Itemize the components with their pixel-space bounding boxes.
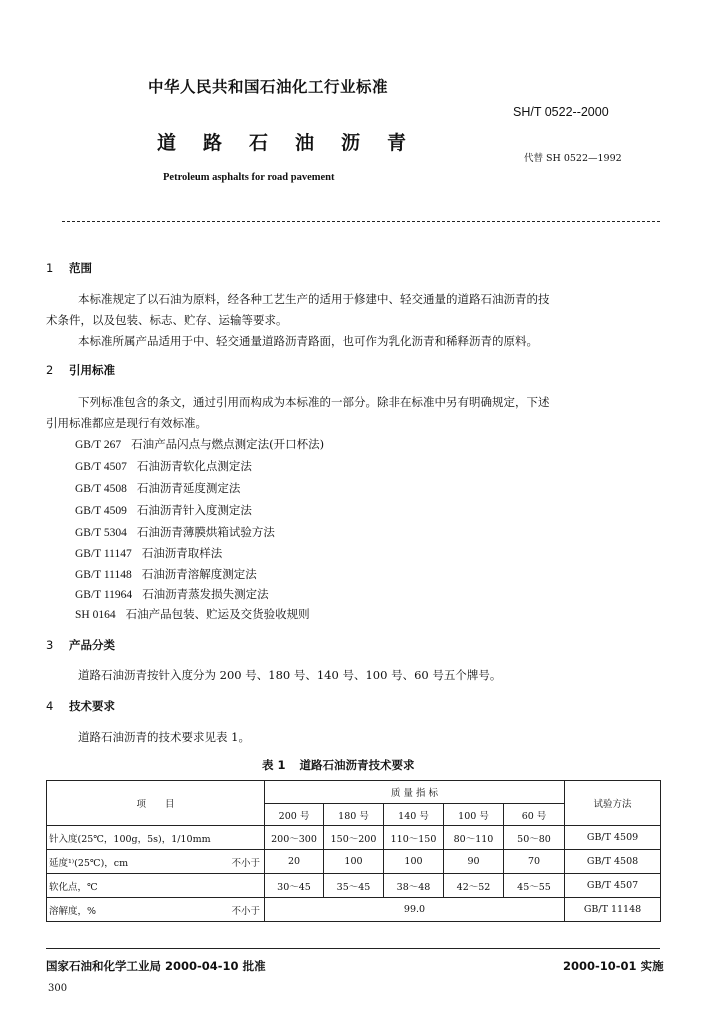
reference-code: GB/T 11964 [75, 589, 133, 601]
method-cell: GB/T 4507 [565, 874, 661, 898]
table-cell: 200～300 [265, 826, 324, 850]
row-limit: 不小于 [231, 857, 260, 869]
replaces-note: 代替 SH 0522—1992 [524, 153, 622, 164]
row-item-cell [47, 898, 265, 922]
standard-code: SH/T 0522--2000 [513, 105, 609, 119]
reference-title: 石油沥青溶解度测定法 [141, 567, 257, 581]
row-item: 溶解度，% [49, 905, 97, 917]
reference-title: 石油产品闪点与燃点测定法(开口杯法) [131, 437, 325, 451]
reference-code: SH 0164 [75, 609, 116, 621]
section-number: 1 [46, 261, 54, 275]
paragraph: 本标准所属产品适用于中、轻交通量道路沥青路面，也可作为乳化沥青和稀释沥青的原料。 [78, 334, 538, 348]
section-title: 技术要求 [69, 699, 115, 713]
grade-header: 180 号 [324, 804, 384, 826]
reference-item [75, 502, 252, 518]
paragraph: 术条件，以及包装、标志、贮存、运输等要求。 [46, 313, 288, 327]
table-cell: 30～45 [265, 874, 324, 898]
table-row [47, 874, 661, 898]
table-cell: 50～80 [504, 826, 565, 850]
table-cell: 150～200 [324, 826, 384, 850]
implementation-date: 2000-10-01 实施 [563, 959, 664, 973]
table-cell: 42～52 [444, 874, 504, 898]
section-title: 引用标准 [69, 363, 115, 377]
method-cell: GB/T 4508 [565, 850, 661, 874]
method-cell: GB/T 4509 [565, 826, 661, 850]
paragraph: 下列标准包含的条文，通过引用而构成为本标准的一部分。除非在标准中另有明确规定，下述 [78, 395, 550, 409]
reference-item [75, 436, 324, 452]
row-limit: 不小于 [231, 905, 260, 917]
issuing-body: 中华人民共和国石油化工行业标准 [148, 78, 389, 96]
reference-code: GB/T 267 [75, 439, 122, 451]
section-1-heading [46, 260, 92, 276]
reference-title: 石油沥青薄膜烘箱试验方法 [136, 525, 275, 539]
reference-code: GB/T 11148 [75, 569, 132, 581]
reference-title: 石油产品包装、贮运及交货验收规则 [125, 607, 310, 621]
grade-header: 100 号 [444, 804, 504, 826]
grade-header: 140 号 [384, 804, 444, 826]
section-number: 2 [46, 363, 54, 377]
reference-code: GB/T 4507 [75, 461, 127, 473]
document-title-english: Petroleum asphalts for road pavement [163, 172, 335, 183]
row-item: 针入度(25℃，100g，5s)，1/10mm [47, 826, 265, 850]
table-cell: 35～45 [324, 874, 384, 898]
reference-item [75, 524, 275, 540]
section-2-heading [46, 362, 115, 378]
table-cell-merged: 99.0 [265, 898, 565, 922]
reference-code: GB/T 5304 [75, 527, 127, 539]
table-row [47, 850, 661, 874]
table-cell: 70 [504, 850, 565, 874]
table-cell: 45～55 [504, 874, 565, 898]
reference-code: GB/T 4508 [75, 483, 127, 495]
table-row [47, 826, 661, 850]
table-title: 道路石油沥青技术要求 [299, 758, 415, 772]
page-number: 300 [48, 983, 68, 994]
reference-item [75, 566, 257, 582]
table-cell: 38～48 [384, 874, 444, 898]
reference-title: 石油沥青取样法 [141, 546, 223, 560]
section-title: 范围 [69, 261, 92, 275]
table-caption [262, 757, 415, 773]
table-cell: 90 [444, 850, 504, 874]
section-title: 产品分类 [69, 638, 115, 652]
reference-item [75, 586, 269, 602]
section-number: 4 [46, 699, 54, 713]
header-item: 项 目 [47, 781, 265, 826]
document-title: 道路石油沥青 [157, 132, 434, 154]
approval-note: 国家石油和化学工业局 2000-04-10 批准 [46, 959, 266, 973]
reference-title: 石油沥青软化点测定法 [136, 459, 252, 473]
spec-table [46, 780, 661, 922]
table-cell: 100 [384, 850, 444, 874]
paragraph: 道路石油沥青的技术要求见表 1。 [78, 730, 250, 744]
reference-code: GB/T 11147 [75, 548, 132, 560]
table-row [47, 898, 661, 922]
method-cell: GB/T 11148 [565, 898, 661, 922]
table-cell: 110～150 [384, 826, 444, 850]
reference-title: 石油沥青蒸发损失测定法 [142, 587, 269, 601]
row-item-cell [47, 850, 265, 874]
section-number: 3 [46, 638, 54, 652]
footer-divider [46, 948, 660, 949]
grade-header: 200 号 [265, 804, 324, 826]
grade-header: 60 号 [504, 804, 565, 826]
row-item: 软化点，℃ [47, 874, 265, 898]
reference-item [75, 545, 222, 561]
reference-item [75, 480, 240, 496]
row-item: 延度¹⁾(25℃)，cm [49, 857, 129, 869]
header-test-method: 试验方法 [565, 781, 661, 826]
table-number: 表 1 [262, 758, 286, 772]
paragraph: 本标准规定了以石油为原料，经各种工艺生产的适用于修建中、轻交通量的道路石油沥青的技 [78, 292, 550, 306]
paragraph: 道路石油沥青按针入度分为 200 号、180 号、140 号、100 号、60 号五个牌号。 [78, 668, 502, 682]
reference-item [75, 606, 310, 622]
header-quality-index: 质 量 指 标 [265, 781, 565, 804]
paragraph: 引用标准都应是现行有效标准。 [46, 416, 207, 430]
section-3-heading [46, 637, 115, 653]
reference-item [75, 458, 252, 474]
reference-title: 石油沥青延度测定法 [136, 481, 241, 495]
header-divider [62, 221, 660, 222]
table-cell: 20 [265, 850, 324, 874]
reference-code: GB/T 4509 [75, 505, 127, 517]
section-4-heading [46, 698, 115, 714]
table-cell: 80～110 [444, 826, 504, 850]
table-cell: 100 [324, 850, 384, 874]
reference-title: 石油沥青针入度测定法 [136, 503, 252, 517]
